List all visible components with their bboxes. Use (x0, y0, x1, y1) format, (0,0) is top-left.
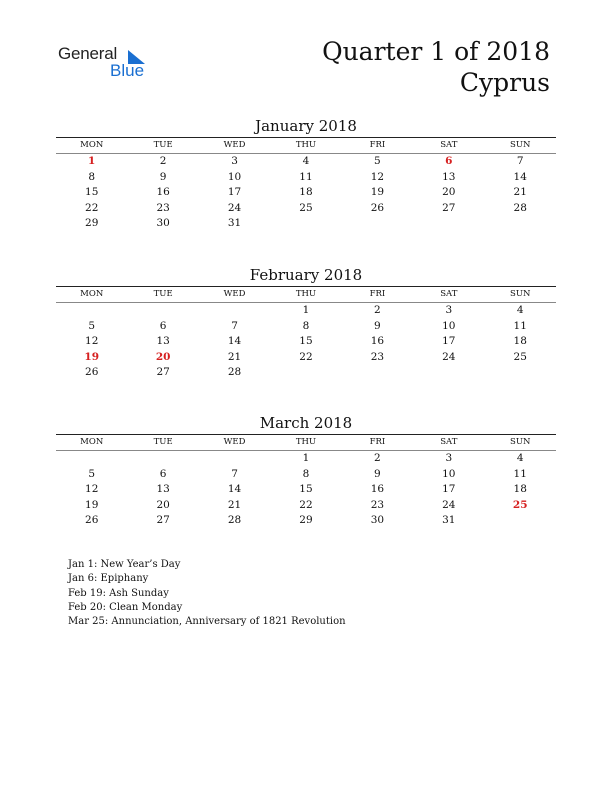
week-row (56, 513, 556, 529)
weekday-label: SAT (440, 140, 458, 150)
weekday-label: THU (295, 289, 317, 299)
day-cell: 12 (85, 483, 99, 496)
day-cell (127, 303, 198, 319)
day-cell: 14 (227, 335, 242, 348)
day-cell: 3 (445, 304, 453, 316)
day-cell (56, 451, 127, 467)
day-cell: 27 (156, 514, 170, 527)
day-cell: 13 (156, 335, 170, 348)
day-cell: 7 (231, 467, 238, 480)
week-row (56, 334, 556, 350)
weekday-label: FRI (369, 289, 386, 299)
day-cell: 31 (227, 217, 242, 230)
day-cell: 31 (442, 514, 456, 527)
holiday-day-cell: 19 (84, 350, 100, 363)
weekday-label: WED (223, 437, 246, 447)
day-cell: 17 (442, 483, 456, 496)
holiday-day-cell: 25 (512, 498, 528, 511)
logo (58, 44, 168, 84)
day-cell (413, 365, 484, 381)
holiday-day-cell: 1 (88, 155, 96, 167)
holiday-notes (68, 558, 346, 629)
day-cell: 28 (227, 366, 242, 379)
day-cell: 16 (156, 186, 170, 199)
week-row (56, 350, 556, 366)
day-cell: 30 (156, 217, 170, 230)
logo-blue-text: Blue (110, 61, 145, 80)
day-cell: 9 (374, 319, 381, 332)
day-cell: 26 (85, 514, 99, 527)
month-january (56, 115, 556, 232)
day-cell: 12 (370, 170, 385, 183)
day-cell (342, 216, 413, 232)
day-cell: 21 (227, 498, 242, 511)
month-february (56, 264, 556, 381)
day-cell: 1 (302, 304, 310, 316)
day-cell: 4 (302, 155, 310, 167)
day-cell: 5 (88, 319, 96, 332)
day-cell (270, 216, 341, 232)
weekday-label: MON (80, 289, 104, 299)
day-cell: 25 (513, 350, 527, 363)
day-cell: 15 (299, 483, 313, 496)
day-cell: 2 (374, 304, 381, 316)
day-cell: 7 (231, 319, 238, 332)
day-cell: 24 (227, 201, 242, 214)
weekday-label: WED (223, 140, 246, 150)
month-title: March 2018 (259, 414, 353, 432)
day-cell (413, 216, 484, 232)
day-cell: 18 (513, 335, 527, 348)
day-cell: 24 (442, 350, 456, 363)
weekday-label: FRI (369, 437, 386, 447)
week-row (56, 365, 556, 381)
day-cell: 23 (156, 201, 170, 214)
day-cell: 29 (85, 217, 99, 230)
holiday-day-cell: 20 (155, 350, 171, 363)
day-cell: 14 (513, 170, 527, 183)
day-cell: 23 (370, 350, 385, 363)
day-cell: 8 (88, 170, 96, 183)
day-cell: 5 (88, 467, 96, 480)
day-cell (485, 365, 556, 381)
day-cell: 17 (442, 335, 456, 348)
day-cell: 3 (445, 452, 453, 464)
month-march (56, 412, 556, 529)
day-cell (199, 451, 270, 467)
week-row (56, 185, 556, 201)
day-cell: 15 (299, 335, 313, 348)
week-row (56, 482, 556, 498)
day-cell: 22 (299, 498, 313, 511)
holiday-note: Jan 6: Epiphany (68, 573, 149, 585)
day-cell: 2 (159, 155, 167, 167)
holiday-day-cell: 6 (445, 155, 453, 167)
day-cell: 1 (302, 452, 310, 464)
day-cell (199, 303, 270, 319)
day-cell: 10 (227, 170, 242, 183)
day-cell: 21 (227, 350, 242, 363)
day-cell: 18 (513, 483, 527, 496)
title-quarter: Quarter 1 of 2018 (322, 37, 550, 66)
weekday-label: SAT (440, 437, 458, 447)
day-cell: 9 (159, 170, 167, 183)
logo-general-text: General (58, 44, 118, 63)
day-cell: 2 (374, 452, 381, 464)
day-cell: 28 (513, 201, 527, 214)
weekday-label: SUN (510, 140, 531, 150)
day-cell: 29 (299, 514, 313, 527)
title-country: Cyprus (459, 68, 550, 97)
day-cell: 19 (370, 186, 385, 199)
weekday-label: TUE (153, 437, 173, 447)
day-cell: 27 (156, 366, 170, 379)
day-cell: 5 (374, 155, 381, 167)
day-cell (342, 365, 413, 381)
weekday-label: SAT (440, 289, 458, 299)
day-cell: 22 (299, 350, 313, 363)
holiday-note: Feb 19: Ash Sunday (68, 587, 169, 599)
day-cell: 26 (85, 366, 99, 379)
day-cell: 16 (370, 335, 385, 348)
weekday-label: TUE (153, 140, 173, 150)
day-cell: 6 (159, 467, 167, 480)
day-cell: 4 (516, 452, 524, 464)
weekday-label: THU (295, 437, 317, 447)
page-title (322, 36, 550, 98)
day-cell: 18 (299, 186, 313, 199)
day-cell: 23 (370, 498, 385, 511)
day-cell (485, 513, 556, 529)
day-cell: 11 (513, 319, 527, 332)
day-cell: 10 (442, 319, 456, 332)
day-cell: 28 (227, 514, 242, 527)
day-cell: 26 (370, 201, 385, 214)
day-cell: 14 (227, 483, 242, 496)
day-cell (270, 365, 341, 381)
weekday-label: THU (295, 140, 317, 150)
holiday-note: Feb 20: Clean Monday (68, 601, 183, 613)
day-cell: 3 (231, 155, 238, 167)
day-cell: 7 (516, 155, 524, 167)
weekday-header (56, 434, 556, 451)
weekday-label: SUN (510, 289, 531, 299)
week-row (56, 467, 556, 483)
day-cell: 20 (156, 498, 170, 511)
weekday-label: FRI (369, 140, 386, 150)
day-cell: 22 (85, 201, 99, 214)
month-title: January 2018 (255, 117, 357, 135)
day-cell: 8 (302, 319, 310, 332)
day-cell: 17 (227, 186, 242, 199)
day-cell: 19 (85, 498, 99, 511)
weekday-label: WED (223, 289, 246, 299)
week-row (56, 154, 556, 170)
holiday-note: Jan 1: New Year’s Day (68, 559, 181, 570)
day-cell: 24 (442, 498, 456, 511)
day-cell: 27 (442, 201, 456, 214)
day-cell: 13 (156, 483, 170, 496)
day-cell: 8 (302, 467, 310, 480)
day-cell: 6 (159, 319, 167, 332)
weekday-label: MON (80, 140, 104, 150)
day-cell: 21 (513, 186, 527, 199)
week-row (56, 216, 556, 232)
weekday-label: TUE (153, 289, 173, 299)
day-cell: 13 (442, 170, 456, 183)
day-cell: 30 (370, 514, 385, 527)
day-cell: 15 (85, 186, 99, 199)
month-title: February 2018 (249, 266, 363, 284)
day-cell: 25 (299, 201, 313, 214)
day-cell: 11 (299, 170, 313, 183)
weekday-header (56, 286, 556, 303)
week-row (56, 319, 556, 335)
week-row (56, 498, 556, 514)
day-cell: 4 (516, 304, 524, 316)
weekday-label: MON (80, 437, 104, 447)
day-cell: 20 (442, 186, 456, 199)
day-cell (56, 303, 127, 319)
day-cell: 11 (513, 467, 527, 480)
day-cell: 16 (370, 483, 385, 496)
week-row (56, 303, 556, 319)
day-cell: 12 (85, 335, 99, 348)
holiday-note: Mar 25: Annunciation, Anniversary of 1821 Revolution (68, 616, 346, 628)
week-row (56, 451, 556, 467)
weekday-label: SUN (510, 437, 531, 447)
day-cell: 9 (374, 467, 381, 480)
weekday-header (56, 137, 556, 154)
week-row (56, 201, 556, 217)
week-row (56, 170, 556, 186)
day-cell: 10 (442, 467, 456, 480)
day-cell (485, 216, 556, 232)
day-cell (127, 451, 198, 467)
